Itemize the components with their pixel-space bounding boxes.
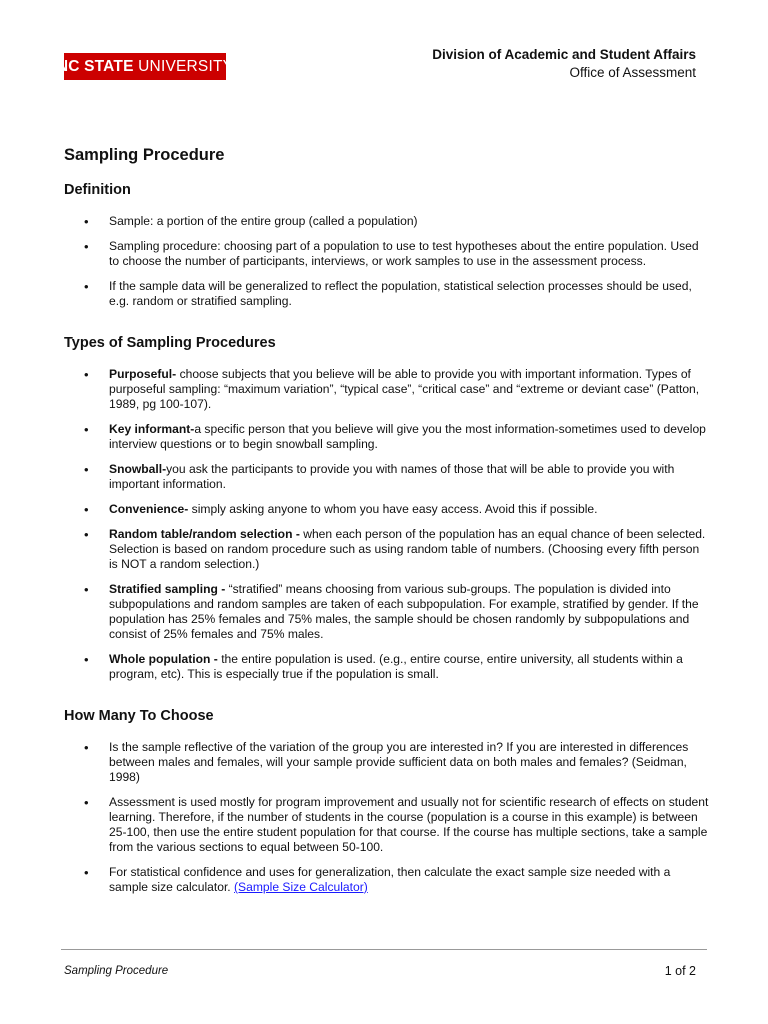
how-many-list — [64, 740, 710, 895]
definition-heading: Definition — [64, 182, 131, 198]
list-item: • Is the sample reflective of the variation of the group you are interested in? If you are interested in differences between males and females, will your sample provide sufficient data on both males and females? (Seidman, 1998) — [84, 740, 689, 784]
footer-divider — [61, 949, 707, 950]
page-title: Sampling Procedure — [64, 146, 225, 164]
term: Convenience- — [109, 502, 189, 516]
term: Snowball- — [109, 462, 167, 476]
header-affiliation — [432, 46, 696, 82]
bullet-icon: • — [84, 422, 89, 437]
list-item: • Stratified sampling - “stratified” means choosing from various sub-groups. The population is divided into subpopulations and random samples are taken of each subpopulation. For example, stratified by gender. If the population has 25% females and 75% males, the sample should be chosen randomly by subpopulations and consist of 25% females and 75% males. — [84, 582, 699, 641]
bullet-icon: • — [84, 214, 89, 229]
bullet-icon: • — [84, 582, 89, 597]
list-item: • For statistical confidence and uses for generalization, then calculate the exact sample size needed with a sample size calculator. (Sample Size Calculator) — [84, 865, 671, 894]
list-item: • Sample: a portion of the entire group (called a population) — [84, 214, 418, 229]
term: Purposeful- — [109, 367, 177, 381]
types-heading: Types of Sampling Procedures — [64, 335, 276, 351]
bullet-icon: • — [84, 740, 89, 755]
types-list — [64, 367, 710, 682]
bullet-icon: • — [84, 239, 89, 254]
footer-document-title: Sampling Procedure — [64, 965, 169, 977]
list-item: • Key informant-a specific person that you believe will give you the most information-sometimes used to develop interview questions or to begin snowball sampling. — [84, 422, 706, 451]
bullet-icon: • — [84, 652, 89, 667]
list-item: • Sampling procedure: choosing part of a population to use to test hypotheses about the entire population. Used to choose the number of participants, interviews, or work samples to use in the assessment process. — [84, 239, 699, 268]
term: Key informant- — [109, 422, 195, 436]
bullet-icon: • — [84, 462, 89, 477]
page-number: 1 of 2 — [664, 964, 696, 978]
logo-light-text: UNIVERSITY — [138, 57, 234, 75]
list-item: • Whole population - the entire population is used. (e.g., entire course, entire university, all students within a program, etc). This is especially true if the population is small. — [84, 652, 683, 681]
bullet-icon: • — [84, 865, 89, 880]
list-item: • Snowball-you ask the participants to provide you with names of those that will be able to provide you with important information. — [84, 462, 675, 491]
document-body — [64, 144, 710, 905]
list-item: • Random table/random selection - when each person of the population has an equal chance of been selected. Selection is based on random procedure such as using random table of numbers. (Choosing every fifth person is NOT a random selection.) — [84, 527, 706, 571]
term: Random table/random selection - — [109, 527, 300, 541]
bullet-icon: • — [84, 502, 89, 517]
office-name: Office of Assessment — [569, 65, 696, 80]
sample-size-calculator-link[interactable]: (Sample Size Calculator) — [234, 880, 368, 894]
list-item: • If the sample data will be generalized to reflect the population, statistical selection processes should be used, e.g. random or stratified sampling. — [84, 279, 692, 308]
bullet-icon: • — [84, 795, 89, 810]
bullet-icon: • — [84, 279, 89, 294]
bullet-icon: • — [84, 527, 89, 542]
logo-bold-text: NC STATE — [56, 57, 134, 75]
list-item: • Assessment is used mostly for program improvement and usually not for scientific research of effects on student learning. Therefore, if the number of students in the course (population is a course in this example) is between 25-100, then use the entire student population for that course. If the course has multiple sections, take a sample from the various sections to equal between 50-100. — [84, 795, 709, 854]
term: Whole population - — [109, 652, 218, 666]
nc-state-logo — [56, 53, 234, 80]
list-item: • Convenience- simply asking anyone to whom you have easy access. Avoid this if possible. — [84, 502, 598, 517]
division-name: Division of Academic and Student Affairs — [432, 47, 696, 62]
bullet-icon: • — [84, 367, 89, 382]
term: Stratified sampling - — [109, 582, 226, 596]
how-many-heading: How Many To Choose — [64, 708, 214, 724]
list-item: • Purposeful- choose subjects that you believe will be able to provide you with important information. Types of purposeful sampling: “maximum variation”, “typical case”, “critical case” and “extreme or deviant case” (Patton, 1989, pg 100-107). — [84, 367, 700, 411]
definition-list — [64, 214, 710, 309]
